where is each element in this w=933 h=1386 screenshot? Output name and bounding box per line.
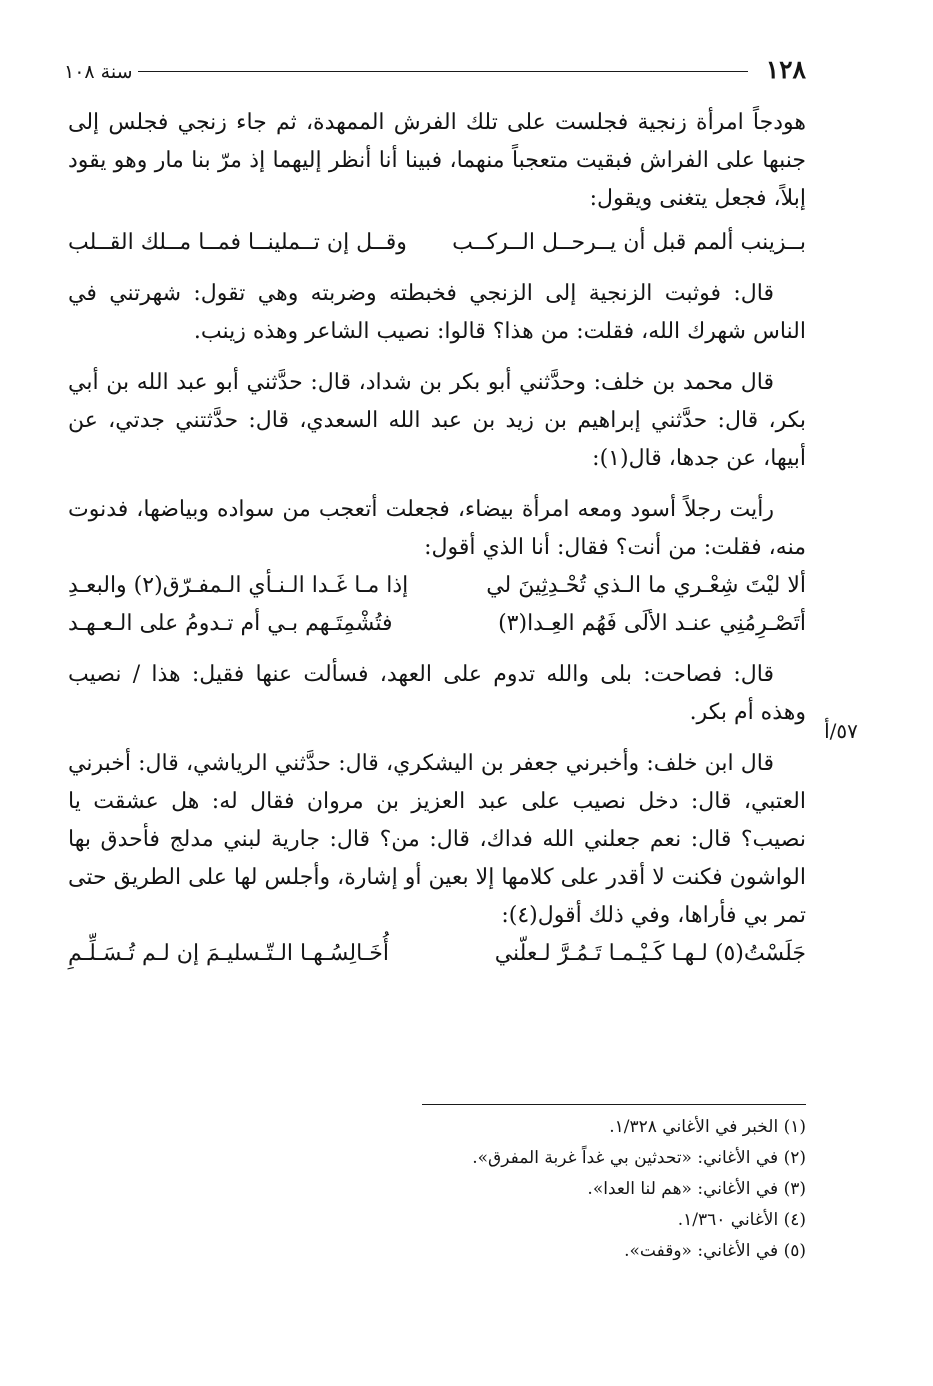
verse-2-hemistich-2: إذا مـا غَـدا الـنـأي الـمفـرّق(٢) والبعـدِ xyxy=(68,573,409,598)
paragraph-5: قال: فصاحت: بلى والله تدوم على العهد، فسألت عنها فقيل: هذا / نصيب وهذه أم بكر. xyxy=(68,662,806,725)
paragraph-1: هودجاً امرأة زنجية فجلست على تلك الفرش الممهدة، ثم جاء زنجي فجلس إلى جنبها على الفراش فبقيت متعجباً منهما، فبينا أنا أنظر إليهما إذ مرّ بنا مار وهو يقود إبلاً، فجعل يتغنى ويقول: xyxy=(68,110,806,211)
paragraph-4: رأيت رجلاً أسود ومعه امرأة بيضاء، فجعلت أتعجب من سواده وبياضها، فدنوت منه، فقلت: من أنت؟ فقال: أنا الذي أقول: xyxy=(68,497,806,560)
verse-2-hemistich-1: ألا ليْتَ شِعْـري ما الـذي تُحْـدِثِينَ لي xyxy=(486,573,806,598)
verse-4 xyxy=(68,935,806,973)
paragraph-2: قال: فوثبت الزنجية إلى الزنجي فخبطته وضربته وهي تقول: شهرتني في الناس شهرك الله، فقلت: من هذا؟ قالوا: نصيب الشاعر وهذه زينب. xyxy=(68,281,806,344)
footnote-rule xyxy=(422,1104,806,1105)
page-number: ١٢٨ xyxy=(765,55,806,84)
header-rule xyxy=(138,71,748,72)
footnote-5: (٥) في الأغاني: «وقفت». xyxy=(624,1241,806,1261)
paragraph-3: قال محمد بن خلف: وحدَّثني أبو بكر بن شداد، قال: حدَّثني أبو عبد الله بن أبي بكر، قال: حدَّثني إبراهيم بن زيد بن عبد الله السعدي، قال: حدَّثتني جدتي، عن أبيها، عن جدها، قال(١): xyxy=(68,370,806,471)
verse-3-hemistich-2: فتُشْمِتَـهم بـي أم تـدومُ على الـعـهـد xyxy=(68,611,393,636)
verse-4-hemistich-1: جَلَسْتُ(٥) لـهـا كَـيْـمـا تَـمُـرَّ لـعلّني xyxy=(494,941,806,966)
verse-2 xyxy=(68,567,806,605)
verse-3 xyxy=(68,605,806,643)
verse-3-hemistich-1: أتَصْـرِمُنِي عنـد الألَى فَهُم العِـدا(٣) xyxy=(498,611,806,636)
footnote-1: (١) الخبر في الأغاني ١/٣٢٨. xyxy=(609,1117,806,1137)
manuscript-folio-note: ٥٧/أ xyxy=(824,719,858,743)
running-title: سنة ١٠٨ xyxy=(64,61,133,83)
footnote-3: (٣) في الأغاني: «هم لنا العدا». xyxy=(587,1179,806,1199)
footnotes xyxy=(300,1112,806,1267)
verse-1-hemistich-1: بــزينب ألمم قبل أن يــرحــل الــركــب xyxy=(452,230,806,255)
verse-4-hemistich-2: أُخَـالِسُـهـا الـتّـسليـمَ إن لـم تُـسَـلِّـمِ xyxy=(68,941,389,966)
verse-1 xyxy=(68,224,806,262)
paragraph-6: قال ابن خلف: وأخبرني جعفر بن اليشكري، قال: حدَّثني الرياشي، قال: أخبرني العتبي، قال: دخل نصيب على عبد العزيز بن مروان فقال له: هل عشقت يا نصيب؟ قال: نعم جعلني الله فداك، قال: من؟ قال: جارية لبني مدلج فأحدق بها الواشون فكنت لا أقدر على كلامها إلا بعين أو إشارة، وأجلس لها على الطريق حتى تمر بي فأراها، وفي ذلك أقول(٤): xyxy=(68,751,807,928)
footnote-2: (٢) في الأغاني: «تحدثين بي غداً غربة المفرق». xyxy=(472,1148,806,1168)
verse-1-hemistich-2: وقــل إن تــملينــا فمــا مــلك القــلب xyxy=(68,230,407,255)
footnote-4: (٤) الأغاني ١/٣٦٠. xyxy=(677,1210,806,1230)
main-text xyxy=(68,104,806,973)
running-header xyxy=(64,50,806,90)
